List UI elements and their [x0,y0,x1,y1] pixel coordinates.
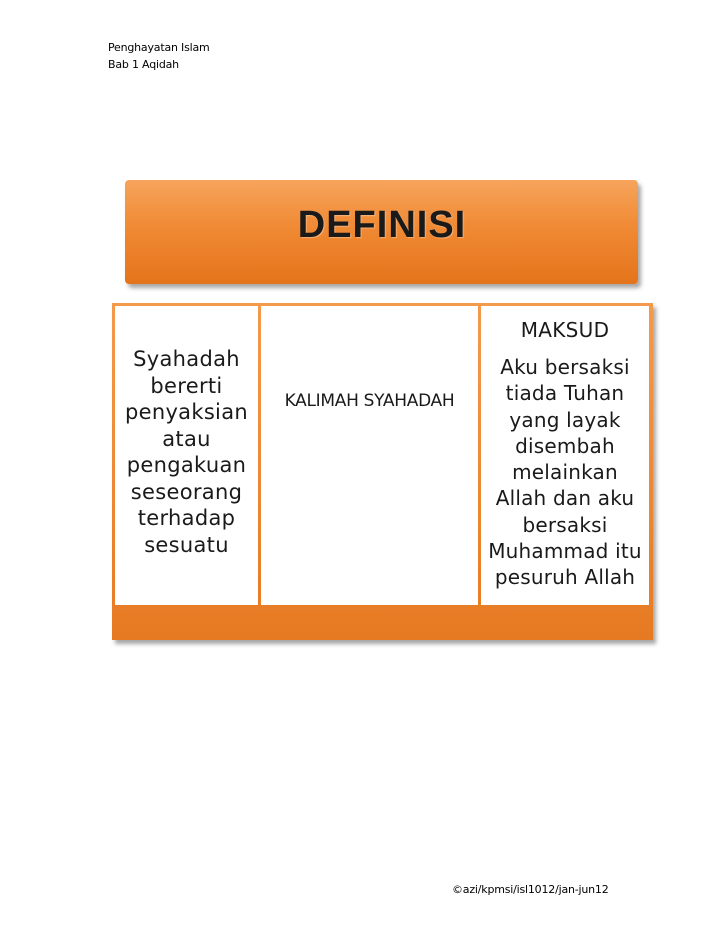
definition-line: pengakuan [126,453,247,477]
footer-credit: ©azi/kpmsi/isl1012/jan-jun12 [452,883,609,896]
page-title [0,204,728,264]
header-chapter: Bab 1 Aqidah [108,58,179,71]
maksud-line: yang layak [509,407,621,432]
maksud-cell [481,306,649,605]
page-title-text: DEFINISI [297,204,467,246]
definition-text [115,346,258,558]
definition-line: atau [162,426,211,451]
header-subject: Penghayatan Islam [108,41,210,54]
kalimah-text: KALIMAH SYAHADAH [284,391,455,411]
definition-line: Syahadah [133,347,240,371]
definition-line: penyaksian [125,400,248,424]
kalimah-cell [261,306,478,605]
maksud-text [481,354,649,591]
definition-line: seseorang [130,479,243,504]
definition-cell [115,306,258,605]
definition-line: sesuatu [144,532,229,557]
maksud-line: melainkan [512,460,618,485]
definition-line: bererti [150,373,223,398]
maksud-line: tiada Tuhan [505,381,625,406]
maksud-line: Aku bersaksi [500,355,630,379]
maksud-line: bersaksi [522,512,608,537]
maksud-line: pesuruh Allah [494,565,636,590]
maksud-line: Muhammad itu [488,539,642,564]
maksud-heading: MAKSUD [520,318,610,342]
maksud-line: Allah dan aku [495,486,635,511]
definition-line: terhadap [137,506,236,530]
maksud-line: disembah [515,433,615,458]
